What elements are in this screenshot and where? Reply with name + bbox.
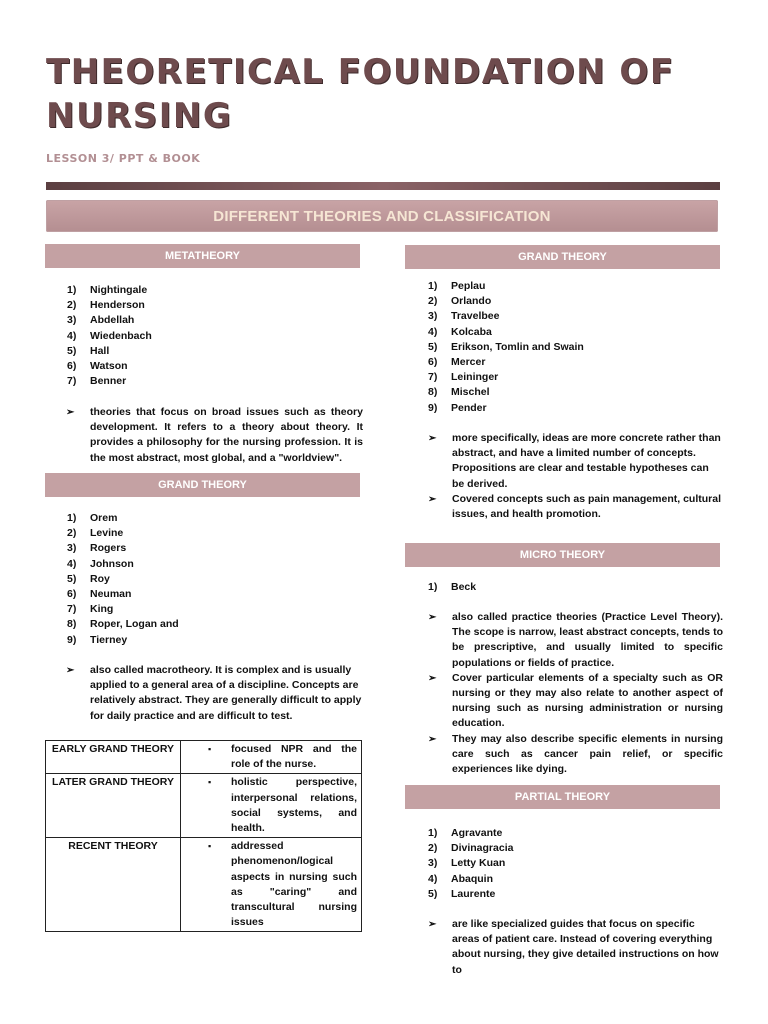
list-item: 1) Orem (67, 512, 118, 524)
micro-theory-bullets (428, 610, 723, 777)
bullet-item: ➢ They may also describe specific elements in nursing care such as cancer pain relief, or specific experiences like dying. (428, 732, 723, 776)
list-item: 7) Benner (67, 375, 127, 388)
partial-theory-bullets (428, 917, 723, 978)
list-item: 4) Johnson (67, 557, 134, 570)
list-item: 2) Orlando (428, 295, 492, 308)
bullet-item: ➢ Covered concepts such as pain management, cultural issues, and health promotion. (428, 492, 721, 521)
list-item: 1) Peplau (428, 280, 486, 292)
micro-theory-list (428, 580, 476, 595)
list-item: 3) Rogers (67, 542, 127, 555)
list-item: 5) Roy (67, 572, 110, 585)
list-item: 8) Mischel (428, 386, 490, 399)
list-item: 9) Tierney (67, 633, 128, 646)
list-item: 3) Travelbee (428, 310, 500, 323)
list-item: 5) Erikson, Tomlin and Swain (428, 340, 584, 353)
arrow-bullet-icon: ➢ (66, 407, 75, 418)
bullet-item: ➢ more specifically, ideas are more concrete rather than abstract, and have a limited number of concepts. Propositions are clear and testable hypotheses can be derived. (428, 432, 721, 490)
list-item: 4) Kolcaba (428, 325, 492, 338)
lesson-subtitle: LESSON 3/ PPT & BOOK (46, 152, 201, 165)
list-item: 7) King (67, 603, 114, 616)
table-cell-desc: ▪ focused NPR and the role of the nurse. (181, 741, 362, 774)
grand-theory-bullets-left (66, 663, 363, 724)
list-item: 8) Roper, Logan and (67, 618, 179, 631)
list-item: 6) Mercer (428, 355, 486, 368)
grand-theory-list-left (67, 511, 179, 648)
list-item: 9) Pender (428, 401, 487, 414)
table-cell-label: EARLY GRAND THEORY (46, 741, 181, 774)
list-item: 1) Nightingale (67, 284, 148, 296)
grand-theory-header-right: GRAND THEORY (405, 245, 720, 269)
grand-theory-header-left: GRAND THEORY (45, 473, 360, 497)
partial-theory-header: PARTIAL THEORY (405, 785, 720, 809)
list-item: 6) Neuman (67, 587, 132, 600)
bullet-item: ➢ are like specialized guides that focus on specific areas of patient care. Instead of covering everything about nursing, they give detailed instructions on how to (428, 918, 719, 976)
list-item: 2) Divinagracia (428, 842, 514, 855)
table-cell-desc: ▪ holistic perspective, interpersonal relations, social systems, and health. (181, 774, 362, 838)
grand-theory-list-right (428, 279, 584, 416)
grand-theory-bullets-right (428, 431, 723, 522)
list-item: 3) Abdellah (67, 314, 135, 327)
partial-theory-list (428, 826, 513, 902)
metatheory-bullets (66, 405, 363, 466)
grand-theory-table (45, 740, 362, 932)
bullet-item: ➢ Cover particular elements of a specialty such as OR nursing or they may also relate to another aspect of nursing such as nursing administration or nursing education. (428, 671, 723, 730)
list-item: 6) Watson (67, 359, 128, 372)
arrow-bullet-icon: ➢ (66, 665, 75, 676)
list-item: 7) Leininger (428, 371, 499, 384)
arrow-bullet-icon: ➢ (428, 919, 437, 930)
list-item: 4) Abaquin (428, 872, 493, 885)
bullet-item: ➢ theories that focus on broad issues such as theory development. It refers to a theory about theory. It provides a philosophy for the nursing profession. It is the most abstract, most global, and a "worldview". (66, 406, 363, 464)
metatheory-list (67, 283, 152, 389)
divider-rule (46, 182, 720, 190)
section-banner: DIFFERENT THEORIES AND CLASSIFICATION (46, 200, 718, 232)
table-cell-desc: ▪ addressed phenomenon/logical aspects in nursing such as "caring" and transcultural nursing issues (181, 838, 362, 932)
square-bullet-icon: ▪ (208, 841, 212, 852)
table-row (46, 838, 362, 932)
list-item: 3) Letty Kuan (428, 857, 506, 870)
bullet-item: ➢ also called practice theories (Practice Level Theory). The scope is narrow, least abstract concepts, tends to be prescriptive, and usually limited to specific populations or fields of practice. (428, 611, 723, 669)
table-cell-label: RECENT THEORY (46, 838, 181, 932)
list-item: 1) Agravante (428, 827, 503, 839)
bullet-item: ➢ also called macrotheory. It is complex and is usually applied to a general area of a discipline. Concepts are relatively abstract. They are generally difficult to apply for daily practice and are difficult to test. (66, 664, 362, 722)
list-item: 4) Wiedenbach (67, 329, 152, 342)
list-item: 1) Beck (428, 581, 477, 593)
page-title: THEORETICAL FOUNDATION OF NURSING (46, 52, 675, 136)
micro-theory-header: MICRO THEORY (405, 543, 720, 567)
arrow-bullet-icon: ➢ (428, 612, 437, 623)
table-row (46, 741, 362, 774)
arrow-bullet-icon: ➢ (428, 433, 437, 444)
arrow-bullet-icon: ➢ (428, 672, 437, 684)
list-item: 5) Hall (67, 344, 110, 357)
arrow-bullet-icon: ➢ (428, 493, 437, 505)
square-bullet-icon: ▪ (208, 777, 212, 788)
list-item: 5) Laurente (428, 887, 496, 900)
metatheory-header: METATHEORY (45, 244, 360, 268)
table-cell-label: LATER GRAND THEORY (46, 774, 181, 838)
table-row (46, 774, 362, 838)
list-item: 2) Henderson (67, 299, 145, 312)
list-item: 2) Levine (67, 527, 124, 540)
square-bullet-icon: ▪ (208, 744, 212, 754)
arrow-bullet-icon: ➢ (428, 733, 437, 745)
